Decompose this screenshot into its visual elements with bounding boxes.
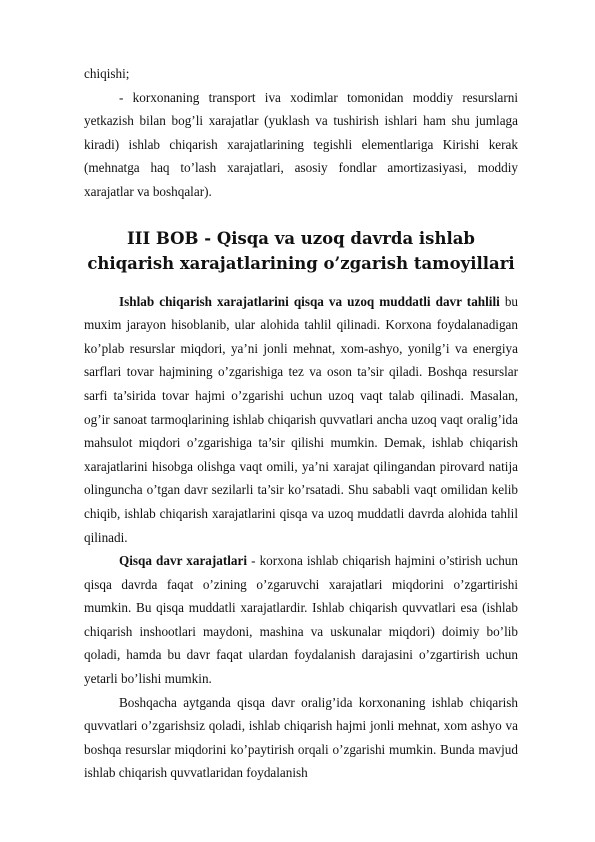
- page-body: [84, 62, 518, 785]
- intro-line: chiqishi;: [84, 66, 130, 81]
- short-run-paragraph: [84, 549, 518, 691]
- costs-paragraph: - korxonaning transport iva xodimlar tomonidan moddiy resurslarni yetkazish bilan bog’li xarajatlar (yuklash va tushirish ishlari ham shu jumlaga kiradi) ishlab chiqarish xarajatlarining tegishli elementlariga Kirishi kerak (mehnatga haq to’lash xarajatlari, asosiy fondlar amortizasiyasi, moddiy xarajatlar va boshqalar).: [84, 89, 518, 199]
- capacity-paragraph: Boshqacha aytganda qisqa davr oralig’ida korxonaning ishlab chiqarish quvvatlari o’zgarishsiz qoladi, ishlab chiqarish hajmi jonli mehnat, xom ashyo va boshqa resurslar miqdorini ko’paytirish orqali o’zgarishi mumkin. Bunda mavjud ishlab chiqarish quvvatlaridan foydalanish: [84, 694, 518, 781]
- analysis-paragraph-lead: Ishlab chiqarish xarajatlarini qisqa va uzoq muddatli davr tahlili: [119, 293, 500, 309]
- short-run-paragraph-lead: Qisqa davr xarajatlari: [119, 553, 248, 569]
- short-run-paragraph-text: - korxona ishlab chiqarish hajmini o’stirish uchun qisqa davrda faqat o’zining o’zgaruvchi xarajatlari miqdorini o’zgartirishi mumkin. Bu qisqa muddatli xarajatlardir. Ishlab chiqarish quvvatlari esa (ishlab chiqarish inshootlari maydoni, mashina va uskunalar miqdori) doimiy bo’lib qoladi, hamda bu davr faqat ulardan foydalanish darajasini o’zgartirish uchun yetarli bo’lishi mumkin.: [84, 553, 518, 687]
- analysis-paragraph-text: bu muxim jarayon hisoblanib, ular alohida tahlil qilinadi. Korxona foydalanadigan ko’plab resurslar miqdori, ya’ni jonli mehnat, xom-ashyo, yonilg’i va energiya sarflari tovar hajmining o’zgarishiga tez va oson ta’sir qiladi. Boshqa resurslar sarfi ta’sirida tovar hajmi o’zgarishi uchun uzoq vaqt talab qilinadi. Masalan, og’ir sanoat tarmoqlarining ishlab chiqarish quvvatlari ancha uzoq vaqt oralig’ida mahsulot miqdori o’zgarishiga ta’sir qilishi mumkin. Demak, ishlab chiqarish xarajatlarini hisobga olishga vaqt omili, ya’ni xarajat qilingandan pirovard natija olinguncha o’tgan davr sezilarli ta’sir ko’rsatadi. Shu sababli vaqt omilidan kelib chiqib, ishlab chiqarish xarajatlarini qisqa va uzoq muddatli davrda alohida tahlil qilinadi.: [84, 293, 519, 545]
- analysis-paragraph: [84, 290, 518, 550]
- chapter-heading: III BOB - Qisqa va uzoq davrda ishlab chiqarish xarajatlarining o’zgarish tamoyillari: [87, 228, 515, 273]
